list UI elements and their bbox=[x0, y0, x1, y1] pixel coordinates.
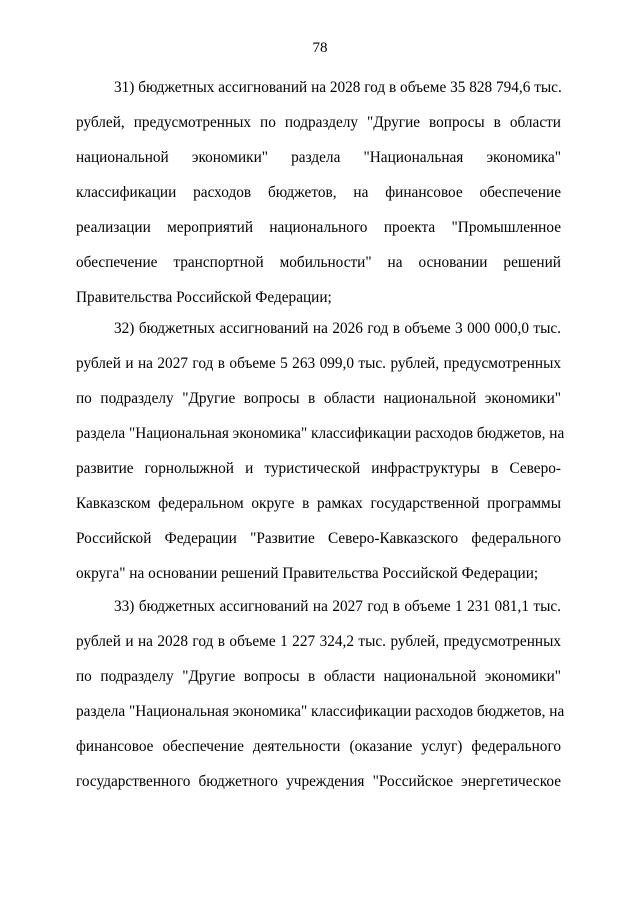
text-line: рублей и на 2027 год в объеме 5 263 099,0 тыс. рублей, предусмотренных bbox=[76, 355, 561, 372]
text-line: национальной экономики" раздела "Национальная экономика" bbox=[76, 149, 561, 166]
text-line: по подразделу "Другие вопросы в области национальной экономики" bbox=[76, 390, 561, 407]
text-line: раздела "Национальная экономика" классификации расходов бюджетов, на bbox=[76, 425, 565, 442]
text-line: 33) бюджетных ассигнований на 2027 год в объеме 1 231 081,1 тыс. bbox=[114, 598, 561, 615]
text-line: по подразделу "Другие вопросы в области национальной экономики" bbox=[76, 668, 561, 685]
text-line: округа" на основании решений Правительства Российской Федерации; bbox=[76, 565, 539, 582]
paragraph-33 bbox=[76, 589, 565, 799]
text-line: раздела "Национальная экономика" классификации расходов бюджетов, на bbox=[76, 703, 565, 720]
paragraph-31 bbox=[76, 70, 561, 315]
text-line: рублей, предусмотренных по подразделу "Другие вопросы в области bbox=[76, 114, 561, 131]
page-number: 78 bbox=[312, 40, 328, 56]
text-line: финансовое обеспечение деятельности (оказание услуг) федерального bbox=[76, 738, 561, 755]
text-line: реализации мероприятий национального проекта "Промышленное bbox=[76, 219, 561, 236]
text-line: развитие горнолыжной и туристической инфраструктуры в Северо- bbox=[76, 460, 561, 477]
text-line: 31) бюджетных ассигнований на 2028 год в объеме 35 828 794,6 тыс. bbox=[114, 79, 562, 96]
text-line: государственного бюджетного учреждения "Российское энергетическое bbox=[76, 773, 561, 790]
text-line: обеспечение транспортной мобильности" на основании решений bbox=[76, 254, 561, 271]
text-line: классификации расходов бюджетов, на финансовое обеспечение bbox=[76, 184, 561, 201]
text-line: Российской Федерации "Развитие Северо-Кавказского федерального bbox=[76, 530, 561, 547]
paragraph-32 bbox=[76, 311, 565, 591]
text-line: рублей и на 2028 год в объеме 1 227 324,2 тыс. рублей, предусмотренных bbox=[76, 633, 561, 650]
text-line: Правительства Российской Федерации; bbox=[76, 289, 332, 306]
text-line: 32) бюджетных ассигнований на 2026 год в объеме 3 000 000,0 тыс. bbox=[114, 320, 561, 337]
text-line: Кавказском федеральном округе в рамках государственной программы bbox=[76, 495, 561, 512]
